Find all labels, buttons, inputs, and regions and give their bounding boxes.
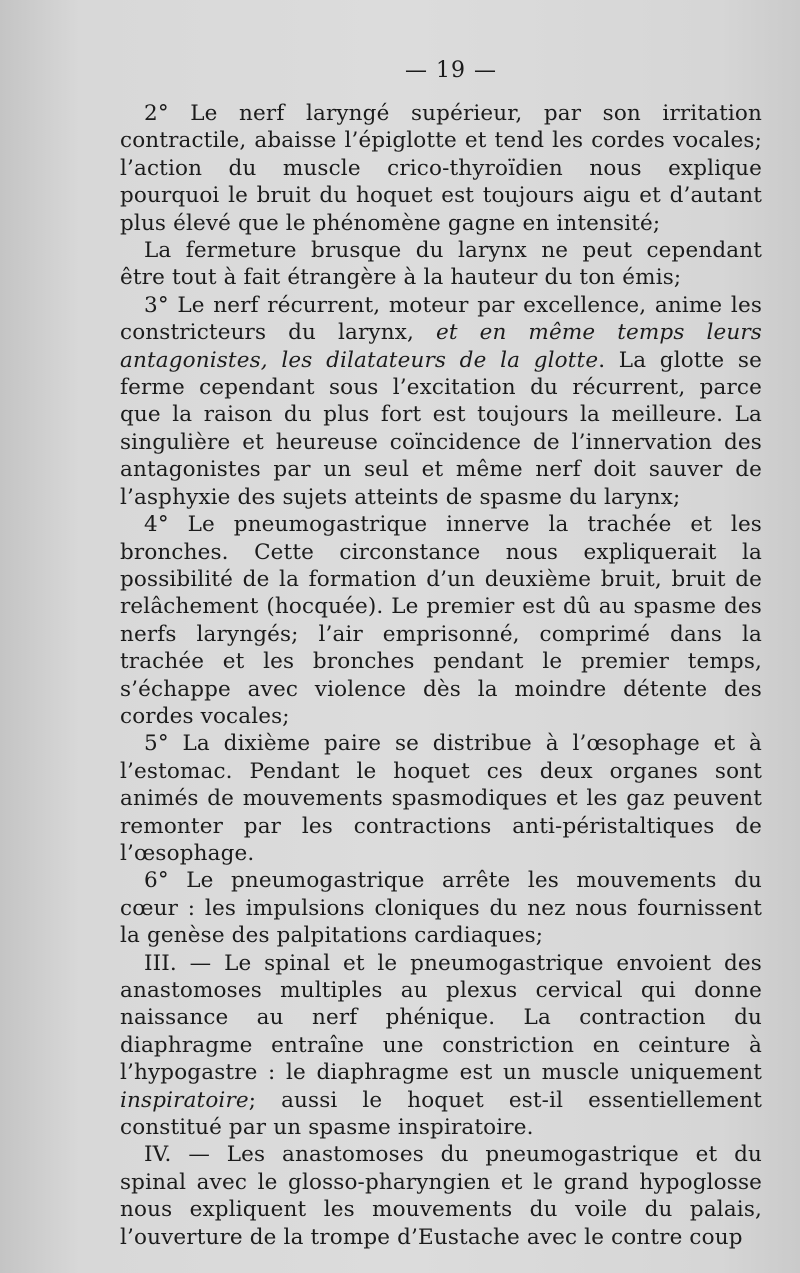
paragraph-pneumogastric-trachea: 4° Le pneumogastrique innerve la trachée et les bronches. Cette circonstance nous expliquerait la possibilité de la formation d’un deuxième bruit, bruit de relâchement (hocquée). Le premier est dû au spasme des nerfs laryngés; l’air emprisonné, comprimé dans la trachée et les bronches pendant le premier temps, s’échappe avec violence dès la moindre détente des cordes vocales;: [120, 512, 762, 729]
italic-emphasis: inspiratoire: [120, 1087, 249, 1113]
paragraph-text: ; aussi le hoquet est-il essentiellement constitué par un spasme inspiratoire.: [120, 1087, 762, 1141]
paragraph-glossopharyngeal: IV. — Les anastomoses du pneumogastrique et du spinal avec le glosso-pharyngien et le grand hypoglosse nous expliquent les mouvements du voile du palais, l’ouverture de la trompe d’Eustache avec le contre coup: [120, 1142, 762, 1250]
paragraph-laryngeal-superior-nerve: 2° Le nerf laryngé supérieur, par son irritation contractile, abaisse l’épiglotte et tend les cordes vocales; l’action du muscle crico-thyroïdien nous explique pourquoi le bruit du hoquet est toujours aigu et d’autant plus élevé que le phénomène gagne en intensité;: [120, 101, 762, 236]
paragraph-spinal-anastomoses: [120, 950, 762, 1142]
paragraph-text: III. — Le spinal et le pneumogastrique envoient des anastomoses multiples au plexus cervical qui donne naissance au nerf phénique. La contraction du diaphragme entraîne une constriction en ceinture à l’hypogastre : le diaphragme est un muscle uniquement: [120, 950, 762, 1086]
paragraph-text: . La glotte se ferme cependant sous l’excitation du récurrent, parce que la raison du plus fort est toujours la meilleure. La singulière et heureuse coïncidence de l’innervation des antagonistes par un seul et même nerf doit sauver de l’asphyxie des sujets atteints de spasme du larynx;: [120, 347, 762, 510]
page-number: — 19 —: [405, 58, 497, 83]
paragraph-recurrent-nerve: [120, 292, 762, 511]
paragraph-text: 3° Le nerf récurrent, moteur par excellence, anime les constricteurs du larynx,: [120, 292, 762, 346]
italic-emphasis: et en même temps leurs antagonistes, les dilatateurs de la glotte: [120, 320, 762, 373]
paragraph-larynx-closure: La fermeture brusque du larynx ne peut cependant être tout à fait étrangère à la hauteur du ton émis;: [120, 238, 762, 291]
paragraph-heart: 6° Le pneumogastrique arrête les mouvements du cœur : les impulsions cloniques du nez nous fournissent la genèse des palpitations cardiaques;: [120, 868, 762, 949]
paragraph-tenth-pair: 5° La dixième paire se distribue à l’œsophage et à l’estomac. Pendant le hoquet ces deux organes sont animés de mouvements spasmodiques et les gaz peuvent remonter par les contractions anti-péristaltiques de l’œsophage.: [120, 731, 762, 866]
